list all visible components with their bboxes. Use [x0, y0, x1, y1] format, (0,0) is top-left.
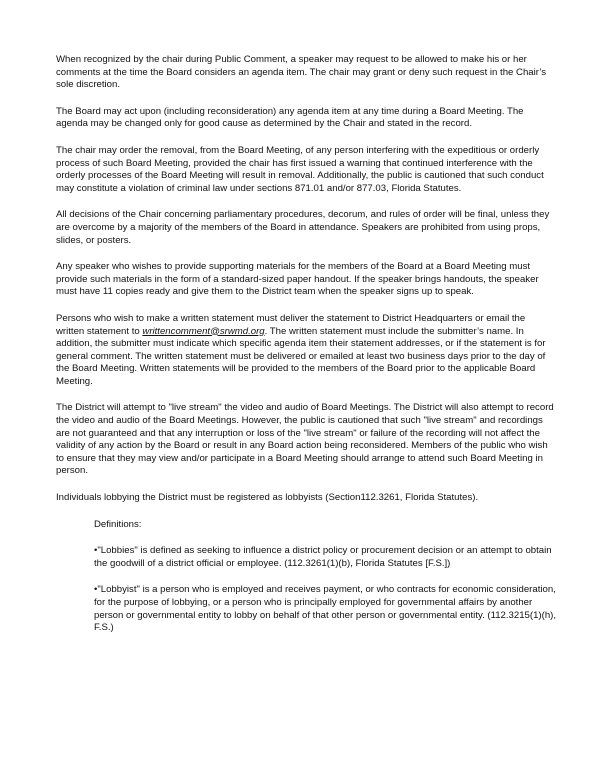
paragraph-live-stream: The District will attempt to "live stream" the video and audio of Board Meetings. The District will also attempt to record the video and audio of the Board Meetings. However, the public is cautioned that such "live stream" and recordings are not guaranteed and that any interruption or loss of the "live stream" or failure of the recording will not affect the validity of any action by the Board or result in any Board action being reconsidered. Members of the public who wish to ensure that they may view and/or participate in a Board Meeting should arrange to attend such Board Meeting in person. — [56, 402, 554, 477]
document-page — [56, 54, 556, 649]
paragraph-supporting-materials: Any speaker who wishes to provide supporting materials for the members of the Board at a Board Meeting must provide such materials in the form of a standard-sized paper handout. If the speaker brings handouts, the speaker must have 11 copies ready and give them to the District team when the speaker signs up to speak. — [56, 261, 539, 298]
paragraph-public-comment: When recognized by the chair during Public Comment, a speaker may request to be allowed to make his or her comments at the time the Board considers an agenda item. The chair may grant or deny such request in the Chair’s sole discretion. — [56, 54, 547, 91]
written-comment-email-link[interactable]: writtencomment@srwmd.org — [142, 325, 265, 337]
paragraph-written-statement — [56, 313, 556, 389]
paragraph-agenda-items: The Board may act upon (including reconsideration) any agenda item at any time during a Board Meeting. The agenda may be changed only for good cause as determined by the Chair and stated in the record. — [56, 105, 524, 130]
paragraph-chair-decisions: All decisions of the Chair concerning parliamentary procedures, decorum, and rules of order will be final, unless they are overcome by a majority of the members of the Board in attendance. Speakers are prohibited from using props, slides, or posters. — [56, 209, 550, 246]
written-statement-text-before: Persons who wish to make a written statement must deliver the statement to District Headquarters or email the written statement to — [56, 312, 526, 337]
written-statement-text-after: . The written statement must include the submitter’s name. In addition, the submitter must indicate which specific agenda item their statement addresses, or if the statement is for general comment. The written statement must be delivered or emailed at least two business days prior to the day of the Board Meeting. Written statements will be provided to the members of the Board prior to the applicable Board Meeting. — [56, 325, 546, 387]
definition-lobbyist: •"Lobbyist" is a person who is employed and receives payment, or who contracts for economic consideration, for the purpose of lobbying, or a person who is principally employed for governmental affairs by another person or governmental entity to lobby on behalf of that other person or governmental entity. (112.3215(1)(h), F.S.) — [94, 584, 557, 634]
paragraph-removal: The chair may order the removal, from the Board Meeting, of any person interfering with the expeditious or orderly process of such Board Meeting, provided the chair has first issued a warning that continued interference with the orderly processes of the Board Meeting will result in removal. Additionally, the public is cautioned that such conduct may constitute a violation of criminal law under sections 871.01 and/or 877.03, Florida Statutes. — [56, 144, 544, 194]
paragraph-lobbying: Individuals lobbying the District must be registered as lobbyists (Section112.3261, Florida Statutes). — [56, 492, 479, 504]
definition-lobbies: •"Lobbies" is defined as seeking to influence a district policy or procurement decision or an attempt to obtain the goodwill of a district official or employee. (112.3261(1)(b), Florida Statutes [F.S.]) — [94, 545, 552, 569]
definitions-heading: Definitions: — [94, 518, 142, 530]
